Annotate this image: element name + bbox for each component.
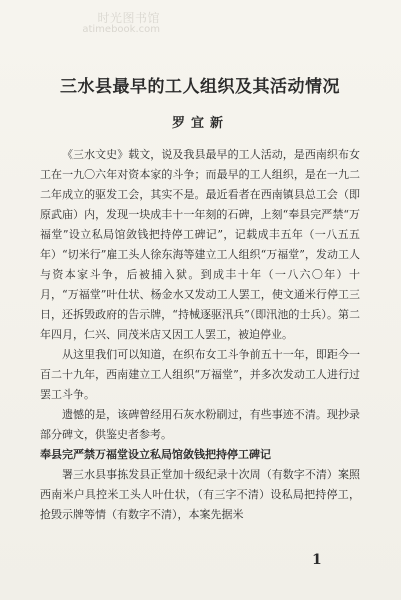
watermark <box>10 12 160 36</box>
article-body <box>40 145 360 525</box>
body-paragraph: 《三水文史》载文，说及我县最早的工人活动，是西南织布女工在一九〇六年对资本家的斗争；而最早的工人组织，是在一九二二年成立的驱发工会，其实不是。最近看者在西南镇县总工会（即原武庙）内，发现一块成丰十一年刻的石碑，上刻“奉县完严禁“万福堂”设立私局馆敛钱把持停工碑记”，记载成丰五年（一八五五年）“切米行”雇工头人徐东海等建立工人组织“万福堂”，发动工人与资本家斗争，后被捕入狱。到成丰十年（一八六〇年）十月，“万福堂”叶仕状、杨金水又发动工人罢工，使文通米行停工三日，还拆毁政府的告示牌，“持械逐驱汛兵”（即汛池的士兵）。第二年四月，仁兴、同茂米店又因工人罢工，被迫停业。 <box>40 148 360 341</box>
article-title: 三水县最早的工人组织及其活动情况 <box>60 77 340 97</box>
watermark-url: atimebook.com <box>82 24 160 35</box>
article-author: 罗宜新 <box>171 116 229 131</box>
page-number: 1 <box>312 552 322 568</box>
section-title: 奉县完严禁万福堂设立私局馆敛钱把持停工碑记 <box>40 448 271 461</box>
section-paragraph: 署三水县事拣发县正堂加十级纪录十次周（有数字不清）案照西南米户具控米工头人叶仕状，（有三字不清）设私局把持停工，抢毁示牌等情（有数字不清），本案先据米 <box>40 468 360 521</box>
body-paragraph: 从这里我们可以知道，在织布女工斗争前五十一年，即距今一百二十九年，西南建立工人组织“万福堂”，并多次发动工人进行过罢工斗争。 <box>40 348 360 401</box>
body-paragraph: 遗憾的是，该碑曾经用石灰水粉刷过，有些事迹不清。现抄录部分碑文，供鉴史者参考。 <box>40 408 360 441</box>
watermark-name: 时光图书馆 <box>97 11 160 25</box>
